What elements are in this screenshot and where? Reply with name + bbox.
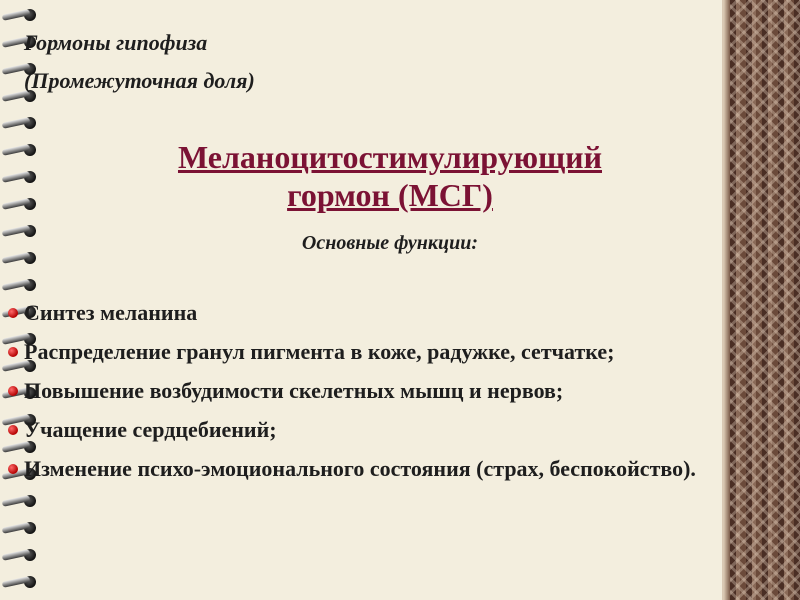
hormone-title-line-2: гормон (МСГ) <box>287 177 493 213</box>
bullet-icon <box>8 308 18 318</box>
list-item-text: Изменение психо-эмоционального состояния (страх, беспокойство). <box>24 456 696 481</box>
spiral-ring <box>2 170 42 184</box>
bullet-icon <box>8 464 18 474</box>
list-item <box>8 417 760 442</box>
list-item <box>8 300 760 325</box>
list-item-text: Распределение гранул пигмента в коже, радужке, сетчатке; <box>24 339 615 364</box>
list-item <box>8 339 760 364</box>
spiral-ring <box>2 494 42 508</box>
spiral-ring <box>2 278 42 292</box>
functions-subtitle: Основные функции: <box>301 232 479 254</box>
hormone-title-line-1: Меланоцитостимулирующий <box>177 139 602 175</box>
spiral-ring <box>2 116 42 130</box>
spiral-ring <box>2 224 42 238</box>
spiral-ring <box>2 8 42 22</box>
spiral-ring <box>2 575 42 589</box>
spiral-ring <box>2 251 42 265</box>
spiral-ring <box>2 197 42 211</box>
functions-list <box>8 300 760 495</box>
bullet-icon <box>8 425 18 435</box>
spiral-ring <box>2 548 42 562</box>
bullet-icon <box>8 386 18 396</box>
spiral-ring <box>2 143 42 157</box>
list-item-text: Учащение сердцебиений; <box>24 417 277 442</box>
hormone-title <box>90 138 690 214</box>
bullet-icon <box>8 347 18 357</box>
heading-line-1: Гормоны гипофиза <box>24 30 208 55</box>
list-item <box>8 456 760 481</box>
list-item <box>8 378 760 403</box>
list-item-text: Повышение возбудимости скелетных мышц и нервов; <box>24 378 564 403</box>
list-item-text: Синтез меланина <box>24 300 198 325</box>
heading-line-2: (Промежуточная доля) <box>24 68 255 93</box>
spiral-ring <box>2 521 42 535</box>
